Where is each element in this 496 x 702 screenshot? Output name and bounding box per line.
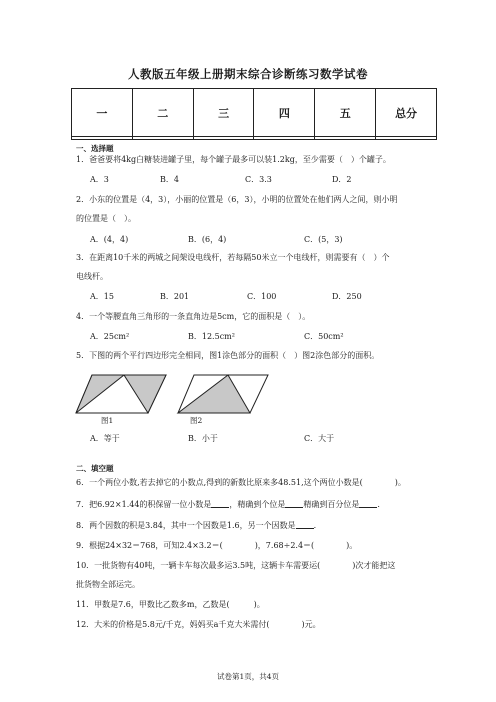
- page-footer: 试卷第1页，共4页: [216, 672, 280, 681]
- q7-part-a: 7．把6.92×1.44的积保留一位小数是: [76, 500, 212, 509]
- q3-option-b: B．201: [160, 292, 190, 301]
- q3-option-c: C．100: [247, 292, 277, 301]
- question-1-text: 1．爸爸要将4kg白糖装进罐子里，每个罐子最多可以装1.2kg，至少需要（ ）个罐子。: [76, 155, 391, 164]
- score-cell: [132, 137, 193, 140]
- q7-part-d: .: [377, 500, 380, 509]
- parallelogram-figure-1: [74, 373, 168, 417]
- score-header-total: 总分: [376, 89, 437, 137]
- q4-option-a: A．25cm²: [90, 332, 130, 341]
- q7-blank-3: [359, 499, 377, 508]
- question-3-line-2: 电线杆。: [76, 272, 108, 281]
- score-cell: [376, 137, 437, 140]
- figure-1-label: 图1: [101, 416, 114, 425]
- q1-option-d: D．2: [332, 175, 352, 184]
- score-cell: [72, 137, 133, 140]
- q2-option-b: B．(6，4): [188, 235, 227, 244]
- section-heading-choice: 一、选择题: [76, 144, 114, 153]
- q1-option-c: C．3.3: [245, 175, 272, 184]
- q4-option-c: C．50cm²: [304, 332, 344, 341]
- question-8-text: [76, 520, 316, 531]
- score-header-1: 一: [72, 89, 133, 137]
- question-3-line-1: 3．在距离10千米的两城之间架设电线杆，若每隔50米立一个电线杆，则需要有（ ）个: [76, 253, 390, 262]
- score-header-2: 二: [132, 89, 193, 137]
- question-2-line-1: 2．小东的位置是（4，3），小丽的位置是（6，3），小明的位置处在他们两人之间，则小明: [76, 195, 398, 204]
- question-12-text: 12．大米的价格是5.8元/千克，妈妈买a千克大米需付( )元。: [76, 620, 321, 629]
- exam-title: 人教版五年级上册期末综合诊断练习数学试卷: [128, 67, 368, 81]
- q8-part-b: .: [313, 521, 317, 530]
- question-10-line-2: 批货物全部运完。: [76, 580, 140, 589]
- parallelogram-figure-2: [176, 373, 270, 417]
- question-7-text: [76, 499, 380, 510]
- q5-option-b: B．小于: [188, 434, 218, 443]
- q7-blank-2: [285, 499, 303, 508]
- question-6-text: 6．一个两位小数,若去掉它的小数点,得到的新数比原来多48.51,这个两位小数是( )。: [76, 478, 406, 487]
- q5-option-c: C．大于: [304, 434, 335, 443]
- score-table: [71, 88, 437, 140]
- figure-2-label: 图2: [190, 416, 203, 425]
- score-cell: [193, 137, 254, 140]
- score-header-3: 三: [193, 89, 254, 137]
- section-heading-fill: 二、填空题: [76, 464, 114, 473]
- score-header-4: 四: [254, 89, 315, 137]
- question-9-text: 9．根据24×32＝768，可知2.4×3.2＝( )，7.68÷2.4＝( )。: [76, 541, 358, 550]
- q4-option-b: B．12.5cm²: [188, 332, 235, 341]
- q1-option-a: A．3: [90, 175, 109, 184]
- score-header-5: 五: [315, 89, 376, 137]
- q5-option-a: A．等于: [90, 434, 120, 443]
- question-10-line-1: 10．一批货物有40吨，一辆卡车每次最多运3.5吨，这辆卡车需要运( )次才能把这: [76, 561, 396, 570]
- score-cell: [315, 137, 376, 140]
- q1-option-b: B．4: [160, 175, 179, 184]
- q3-option-d: D．250: [332, 292, 362, 301]
- score-table-header-row: [72, 89, 437, 137]
- q2-option-c: C．(5，3): [304, 235, 343, 244]
- q8-part-a: 8．两个因数的积是3.84，其中一个因数是1.6，另一个因数是: [76, 521, 296, 530]
- q7-blank-1: [211, 499, 229, 508]
- question-2-line-2: 的位置是（ ）。: [76, 214, 136, 223]
- score-cell: [254, 137, 315, 140]
- question-11-text: 11．甲数是7.6，甲数比乙数多m，乙数是( )。: [76, 600, 265, 609]
- q7-part-c: 精确到百分位是: [303, 500, 360, 509]
- q7-part-b: ，精确到个位是: [229, 500, 286, 509]
- q3-option-a: A．15: [90, 292, 114, 301]
- question-4-text: 4．一个等腰直角三角形的一条直角边是5cm，它的面积是（ ）。: [76, 312, 311, 321]
- q2-option-a: A．(4，4): [90, 235, 129, 244]
- question-5-text: 5．下图的两个平行四边形完全相同，图1涂色部分的面积（ ）图2涂色部分的面积。: [76, 351, 380, 360]
- score-table-blank-row: [72, 137, 437, 140]
- q8-blank: [296, 520, 314, 529]
